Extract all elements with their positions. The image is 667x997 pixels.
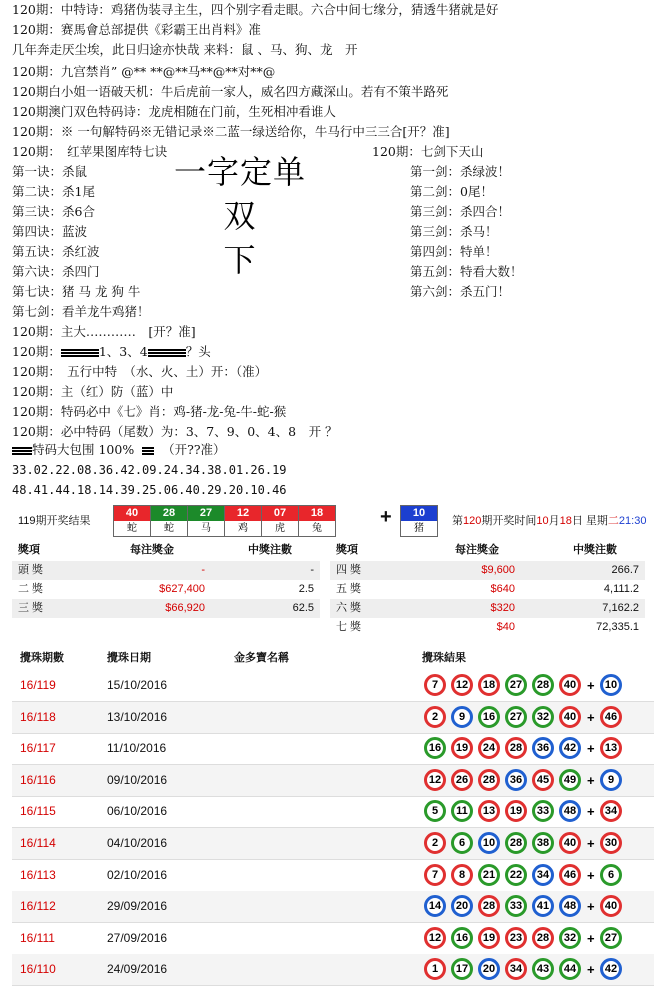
history-special-ball: 13 (600, 737, 622, 759)
number-row-1: 33.02.22.08.36.42.09.24.34.38.01.26.19 (12, 463, 287, 477)
history-ball: 22 (505, 864, 527, 886)
ball-zodiac: 虎 (262, 521, 298, 536)
bars-icon (12, 447, 32, 455)
prize-amount: $627,400 (159, 583, 205, 595)
ball-number: 12 (225, 506, 261, 521)
ball-zodiac: 蛇 (114, 521, 150, 536)
ball-number: 28 (151, 506, 187, 521)
prize-name: 五 獎 (336, 583, 362, 595)
history-special-ball: 30 (600, 832, 622, 854)
history-ball: 21 (478, 864, 500, 886)
history-ball: 6 (451, 832, 473, 854)
prize-row (12, 561, 320, 580)
prize-name: 七 獎 (336, 621, 362, 633)
history-period: 16/116 (20, 772, 56, 787)
prize-header-cell: 獎項 (18, 544, 40, 556)
history-period: 16/117 (20, 741, 56, 756)
ball-number: 40 (114, 506, 150, 521)
history-ball: 34 (532, 864, 554, 886)
history-row (12, 891, 654, 923)
sword-item: 第三剑：杀马！ (410, 224, 498, 239)
prize-count: 2.5 (298, 583, 314, 595)
history-ball: 32 (532, 706, 554, 728)
history-ball: 23 (505, 927, 527, 949)
history-row (12, 702, 654, 734)
prize-count: 4,111.2 (603, 583, 639, 595)
history-period: 16/119 (20, 678, 56, 692)
prize-name: 頭 獎 (18, 564, 44, 576)
prize-header-cell: 每注獎金 (455, 544, 499, 556)
history-ball: 7 (424, 674, 446, 696)
history-ball: 43 (532, 958, 554, 980)
history-ball: 28 (478, 895, 500, 917)
prize-header-cell: 獎項 (336, 544, 358, 556)
history-special-ball: 40 (600, 895, 622, 917)
head-line (12, 342, 211, 362)
forecast-line: 120期：九宫禁肖” @** **@**马**@**对**@ (12, 64, 276, 79)
history-ball: 5 (424, 800, 446, 822)
sword-item: 第五剑：特看大数！ (410, 264, 523, 279)
forecast-line: 120期：赛馬會总部提供《彩霸王出肖料》准 (12, 22, 261, 37)
history-special-ball: 27 (600, 927, 622, 949)
head-line-prefix: 120期： (12, 344, 61, 359)
history-ball: 19 (505, 800, 527, 822)
history-ball: 41 (532, 895, 554, 917)
plus-sign: + (587, 678, 595, 693)
forecast-line: 120期：中特诗：鸡猪伪装寻主生，四个别字看走眼。六合中间七缘分，猜透牛猪就是好 (12, 2, 499, 17)
prize-amount: - (201, 564, 205, 576)
prize-count: 72,335.1 (596, 621, 639, 633)
history-ball: 12 (424, 769, 446, 791)
head-line-suffix: ？头 (185, 344, 211, 359)
sword-item: 第三剑：杀四合！ (410, 204, 511, 219)
history-period: 16/114 (20, 836, 56, 850)
big-heading-line: 一字定单双 (173, 153, 306, 235)
col-period: 攪珠期數 (20, 652, 64, 664)
history-period: 16/112 (20, 899, 56, 914)
history-ball: 20 (478, 958, 500, 980)
plus-sign: + (587, 899, 595, 915)
history-ball: 2 (424, 706, 446, 728)
head-line-numbers: 1、3、4 (98, 344, 148, 359)
prize-amount: $40 (496, 621, 515, 633)
ball-zodiac: 马 (188, 521, 224, 536)
history-ball: 40 (559, 706, 581, 728)
plus-sign: + (587, 836, 595, 851)
prize-amount: $320 (490, 602, 515, 614)
special-ball (400, 505, 438, 537)
history-ball: 46 (559, 864, 581, 886)
plus-sign: + (587, 772, 595, 788)
history-ball: 20 (451, 895, 473, 917)
seven-swords-title: 120期：七剑下天山 (372, 144, 484, 159)
history-row (12, 796, 654, 828)
history-ball: 9 (451, 706, 473, 728)
prize-header (330, 541, 645, 560)
result-ball (113, 505, 151, 537)
history-ball: 7 (424, 864, 446, 886)
tip-item: 第七诀：猪 马 龙 狗 牛 (12, 284, 141, 299)
history-ball: 16 (424, 737, 446, 759)
prize-row (12, 599, 320, 618)
history-date: 09/10/2016 (107, 772, 168, 787)
forecast-line: 120期白小姐一语破天机：牛后虎前一家人，威名四方藏深山。若有不策半路死 (12, 84, 449, 99)
history-row (12, 733, 654, 765)
history-date: 15/10/2016 (107, 678, 168, 692)
history-ball: 42 (559, 737, 581, 759)
ball-zodiac: 猪 (401, 521, 437, 536)
history-header (12, 648, 654, 668)
history-date: 11/10/2016 (107, 741, 167, 756)
history-row (12, 670, 654, 702)
ball-number: 10 (401, 506, 437, 521)
history-ball: 49 (559, 769, 581, 791)
history-ball: 34 (505, 958, 527, 980)
history-ball: 24 (478, 737, 500, 759)
bars-icon (61, 349, 99, 357)
history-ball: 28 (478, 769, 500, 791)
history-ball: 2 (424, 832, 446, 854)
history-ball: 28 (532, 927, 554, 949)
ball-zodiac: 兔 (299, 521, 335, 536)
ball-number: 18 (299, 506, 335, 521)
plus-sign: + (380, 506, 392, 528)
forecast-line: 120期：特码必中《七》肖：鸡-猪-龙-兔-牛-蛇-猴 (12, 404, 287, 419)
history-ball: 36 (505, 769, 527, 791)
prize-amount: $66,920 (165, 602, 205, 614)
prize-name: 二 獎 (18, 583, 44, 595)
result-ball (261, 505, 299, 537)
tip-item: 第五诀：杀红波 (12, 244, 100, 259)
history-ball: 13 (478, 800, 500, 822)
prize-row (330, 599, 645, 618)
history-row (12, 860, 654, 892)
tip-item: 第四诀：蓝波 (12, 224, 88, 239)
history-date: 06/10/2016 (107, 804, 168, 819)
prize-header (12, 541, 320, 560)
history-ball: 12 (451, 674, 473, 696)
package-suffix: （开??准） (162, 442, 226, 457)
history-ball: 45 (532, 769, 554, 791)
history-row (12, 954, 654, 986)
prize-count: 266.7 (611, 564, 639, 576)
history-ball: 19 (451, 737, 473, 759)
history-ball: 48 (559, 895, 581, 917)
history-date: 27/09/2016 (107, 930, 168, 945)
tip-item: 第七剑：看羊龙牛鸡猪！ (12, 304, 150, 319)
tip-item: 120期：主大………… [开？准] (12, 324, 196, 339)
history-period: 16/115 (20, 804, 56, 819)
prize-row (12, 580, 320, 599)
history-period: 16/110 (20, 962, 56, 977)
forecast-line: 120期澳门双色特码诗：龙虎相随在门前，生死相冲看谁人 (12, 104, 336, 119)
prize-header-cell: 中獎注數 (573, 544, 617, 556)
history-date: 13/10/2016 (107, 709, 168, 724)
history-date: 02/10/2016 (107, 867, 168, 882)
col-name: 金多寶名稱 (234, 652, 289, 664)
history-ball: 10 (478, 832, 500, 854)
history-ball: 33 (532, 800, 554, 822)
forecast-line: 120期：必中特码（尾数）为：3、7、9、0、4、8 开 ？ (12, 424, 338, 439)
plus-sign: + (587, 930, 595, 946)
prize-name: 四 獎 (336, 564, 362, 576)
ball-number: 27 (188, 506, 224, 521)
history-ball: 33 (505, 895, 527, 917)
history-date: 04/10/2016 (107, 836, 168, 850)
history-ball: 38 (532, 832, 554, 854)
prize-header-cell: 每注獎金 (130, 544, 174, 556)
result-ball (187, 505, 225, 537)
history-ball: 11 (451, 800, 473, 822)
history-row (12, 828, 654, 860)
prize-amount: $9,600 (481, 564, 515, 576)
history-special-ball: 42 (600, 958, 622, 980)
prize-count: 62.5 (292, 602, 314, 614)
plus-sign: + (587, 804, 595, 820)
history-special-ball: 10 (600, 674, 622, 696)
sword-item: 第四剑：特单！ (410, 244, 498, 259)
history-ball: 26 (451, 769, 473, 791)
bars-icon (142, 447, 154, 455)
plus-sign: + (587, 741, 595, 757)
history-row (12, 923, 654, 955)
prize-name: 三 獎 (18, 602, 44, 614)
prize-row (330, 618, 645, 637)
history-date: 24/09/2016 (107, 962, 168, 977)
history-ball: 44 (559, 958, 581, 980)
history-ball: 17 (451, 958, 473, 980)
history-ball: 48 (559, 800, 581, 822)
history-special-ball: 46 (600, 706, 622, 728)
history-ball: 8 (451, 864, 473, 886)
history-date: 29/09/2016 (107, 899, 168, 914)
prize-amount: $640 (490, 583, 515, 595)
result-ball (224, 505, 262, 537)
package-line (12, 440, 226, 460)
tip-item: 第三诀：杀6合 (12, 204, 95, 219)
history-ball: 1 (424, 958, 446, 980)
tip-item: 第一诀：杀鼠 (12, 164, 88, 179)
history-period: 16/118 (20, 709, 56, 724)
tip-item: 第二诀：杀1尾 (12, 184, 95, 199)
plus-sign: + (587, 962, 595, 978)
forecast-line: 120期：※ 一句解特码※无错记录※二蓝一绿送给你，牛马行中三三合[开？准] (12, 124, 450, 139)
history-ball: 16 (451, 927, 473, 949)
plus-sign: + (587, 709, 595, 725)
prize-count: - (310, 564, 314, 576)
sword-item: 第六剑：杀五门！ (410, 284, 511, 299)
forecast-line: 几年奔走厌尘埃，此日归途亦快哉 来料：鼠 、马、狗、龙 开 (12, 42, 358, 57)
history-period: 16/113 (20, 867, 56, 882)
big-heading-line: 下 (223, 241, 257, 279)
history-special-ball: 9 (600, 769, 622, 791)
history-ball: 28 (532, 674, 554, 696)
history-ball: 18 (478, 674, 500, 696)
bars-icon (148, 349, 186, 357)
history-ball: 12 (424, 927, 446, 949)
history-ball: 32 (559, 927, 581, 949)
history-row (12, 765, 654, 797)
next-draw-info: 第120期开奖时间10月18日 星期二21:30 (452, 515, 647, 527)
prize-header-cell: 中獎注數 (248, 544, 292, 556)
plus-sign: + (587, 867, 595, 883)
forecast-line: 120期： 五行中特 （水、火、土）开：（准） (12, 364, 268, 379)
prize-row (330, 561, 645, 580)
history-ball: 28 (505, 737, 527, 759)
number-row-2: 48.41.44.18.14.39.25.06.40.29.20.10.46 (12, 483, 287, 497)
prize-name: 六 獎 (336, 602, 362, 614)
big-handwritten-heading (170, 150, 310, 282)
history-ball: 40 (559, 832, 581, 854)
prize-count: 7,162.2 (602, 602, 639, 614)
sword-item: 第二剑：0尾！ (410, 184, 493, 199)
history-ball: 14 (424, 895, 446, 917)
history-special-ball: 6 (600, 864, 622, 886)
result-ball (298, 505, 336, 537)
col-date: 攪珠日期 (107, 652, 151, 664)
prize-row (330, 580, 645, 599)
results-label: 119期开奖结果 (18, 515, 91, 527)
history-ball: 16 (478, 706, 500, 728)
history-ball: 27 (505, 706, 527, 728)
tip-item: 第六诀：杀四门 (12, 264, 100, 279)
forecast-line: 120期： 红苹果图库特七诀 (12, 144, 168, 159)
package-text: 特码大包围 100% (32, 442, 135, 457)
history-period: 16/111 (20, 930, 55, 945)
history-special-ball: 34 (600, 800, 622, 822)
col-result: 攪珠結果 (422, 652, 466, 664)
history-ball: 36 (532, 737, 554, 759)
history-ball: 19 (478, 927, 500, 949)
ball-zodiac: 鸡 (225, 521, 261, 536)
ball-number: 07 (262, 506, 298, 521)
result-ball (150, 505, 188, 537)
sword-item: 第一剑：杀绿波！ (410, 164, 511, 179)
forecast-line: 120期：主（红）防（蓝）中 (12, 384, 174, 399)
history-ball: 28 (505, 832, 527, 854)
history-ball: 40 (559, 674, 581, 696)
history-ball: 27 (505, 674, 527, 696)
ball-zodiac: 蛇 (151, 521, 187, 536)
